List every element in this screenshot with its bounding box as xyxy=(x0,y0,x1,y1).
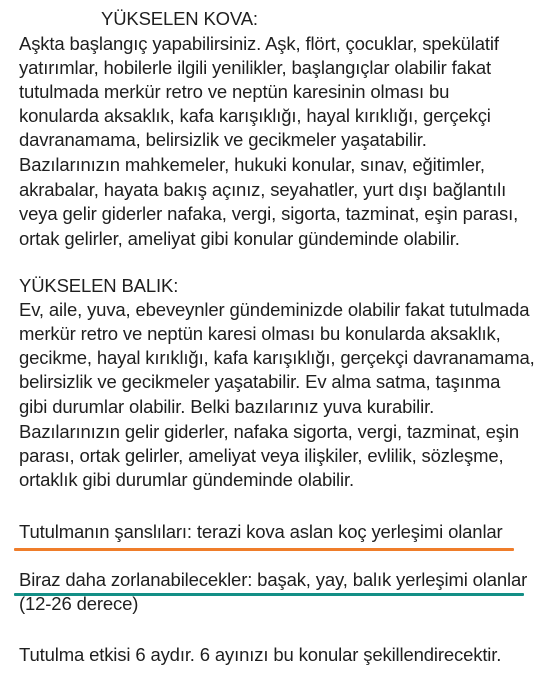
pisces-line-3: gecikme, hayal kırıklığı, kafa karışıklığı, gerçekçi davranamama, xyxy=(19,347,535,368)
pisces-line-2: merkür retro ve neptün karesi olması bu konularda aksaklık, xyxy=(19,323,501,344)
pisces-line-6: Bazılarınızın gelir giderler, nafaka sigorta, vergi, tazminat, eşin xyxy=(19,421,519,442)
eclipse-effect-line: Tutulma etkisi 6 aydır. 6 ayınızı bu konular şekillendirecektir. xyxy=(19,644,502,665)
pisces-line-8: ortaklık gibi durumlar gündeminde olabilir. xyxy=(19,469,354,490)
aquarius-line-2: yatırımlar, hobilerle ilgili yenilikler, başlangıçlar olabilir fakat xyxy=(19,57,492,78)
challenged-degree-note: (12-26 derece) xyxy=(19,593,139,614)
challenged-signs-line: Biraz daha zorlanabilecekler: başak, yay, balık yerleşimi olanlar xyxy=(19,569,528,590)
lucky-underline xyxy=(14,548,514,551)
pisces-line-7: parası, ortak gelirler, ameliyat veya ilişkiler, evlilik, sözleşme, xyxy=(19,445,504,466)
pisces-line-5: gibi durumlar olabilir. Belki bazılarınız yuva kurabilir. xyxy=(19,396,435,417)
aquarius-line-9: ortak gelirler, ameliyat gibi konular gündeminde olabilir. xyxy=(19,228,460,249)
aquarius-line-6: Bazılarınızın mahkemeler, hukuki konular, sınav, eğitimler, xyxy=(19,154,485,175)
aquarius-line-3: tutulmada merkür retro ve neptün karesinin olması bu xyxy=(19,81,450,102)
aquarius-line-7: akrabalar, hayata bakış açınız, seyahatler, yurt dışı bağlantılı xyxy=(19,179,507,200)
pisces-line-1: Ev, aile, yuva, ebeveynler gündeminizde olabilir fakat tutulmada xyxy=(19,299,530,320)
aquarius-line-8: veya gelir giderler nafaka, vergi, sigorta, tazminat, eşin parası, xyxy=(19,203,519,224)
pisces-line-4: belirsizlik ve gecikmeler yaşatabilir. Ev alma satma, taşınma xyxy=(19,371,501,392)
aquarius-line-1: Aşkta başlangıç yapabilirsiniz. Aşk, flört, çocuklar, spekülatif xyxy=(19,33,499,54)
aquarius-title: YÜKSELEN KOVA: xyxy=(101,8,258,29)
aquarius-line-5: davranamama, belirsizlik ve gecikmeler yaşatabilir. xyxy=(19,129,427,150)
aquarius-line-4: konularda aksaklık, kafa karışıklığı, hayal kırıklığı, gerçekçi xyxy=(19,105,491,126)
lucky-signs-line: Tutulmanın şanslıları: terazi kova aslan koç yerleşimi olanlar xyxy=(19,521,503,542)
pisces-title: YÜKSELEN BALIK: xyxy=(19,275,179,296)
